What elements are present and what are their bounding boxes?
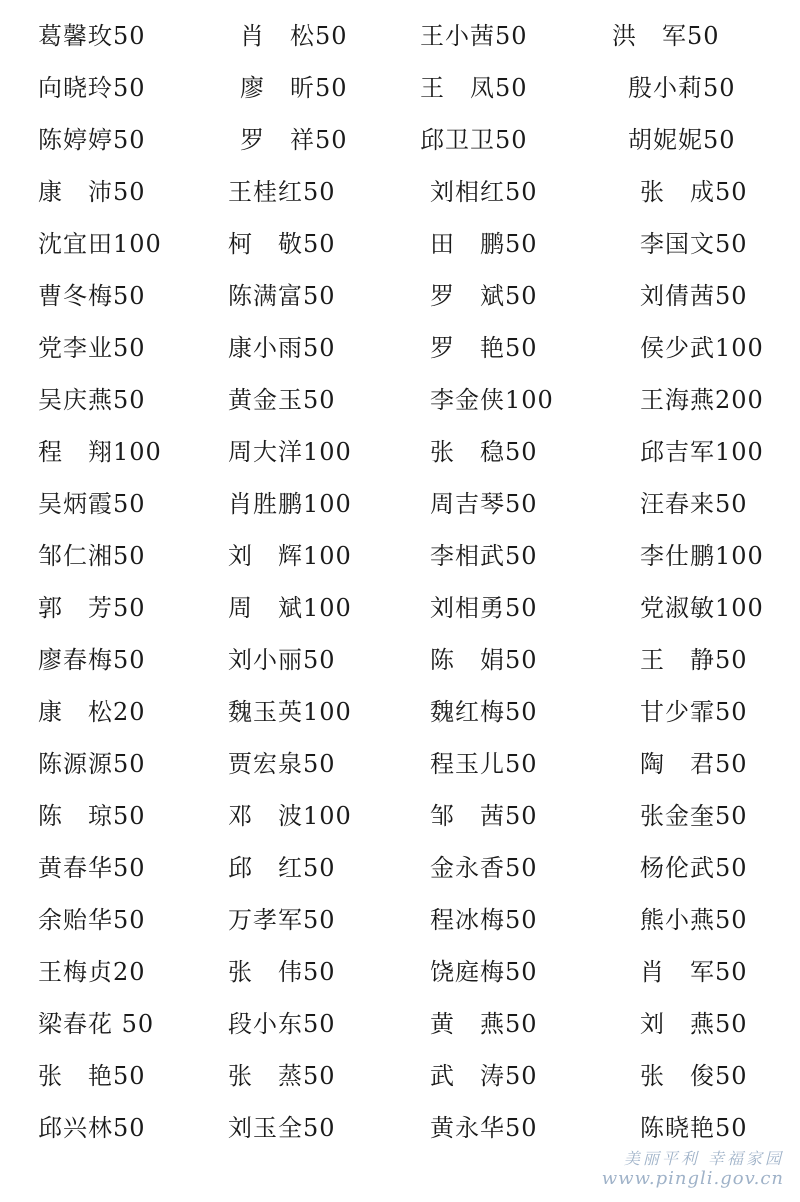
donor-entry: 康 松20 [38,698,146,726]
donor-entry: 康 沛50 [38,178,146,206]
list-row [0,120,800,160]
donor-entry: 刘倩茜50 [640,282,748,310]
donor-entry: 洪 军50 [612,22,720,50]
list-row [0,1108,800,1148]
donor-entry: 党淑敏100 [640,594,764,622]
donor-entry: 罗 祥50 [240,126,348,154]
donor-entry: 王海燕200 [640,386,764,414]
list-row [0,588,800,628]
donor-entry: 万孝军50 [228,906,336,934]
list-row [0,68,800,108]
donor-entry: 黄金玉50 [228,386,336,414]
donor-entry: 陈源源50 [38,750,146,778]
donor-entry: 余贻华50 [38,906,146,934]
donor-entry: 程冰梅50 [430,906,538,934]
donor-entry: 梁春花 50 [38,1010,155,1038]
donor-entry: 刘 辉100 [228,542,352,570]
donor-entry: 柯 敬50 [228,230,336,258]
donor-entry: 田 鹏50 [430,230,538,258]
list-row [0,1056,800,1096]
donor-entry: 廖 昕50 [240,74,348,102]
donor-entry: 甘少霏50 [640,698,748,726]
donor-entry: 刘相红50 [430,178,538,206]
donor-entry: 程玉儿50 [430,750,538,778]
donor-entry: 周吉琴50 [430,490,538,518]
donor-entry: 李国文50 [640,230,748,258]
donor-entry: 张 艳50 [38,1062,146,1090]
donor-entry: 陶 君50 [640,750,748,778]
donor-entry: 刘玉全50 [228,1114,336,1142]
list-row [0,640,800,680]
donor-entry: 周 斌100 [228,594,352,622]
donor-entry: 殷小莉50 [628,74,736,102]
donor-entry: 王 凤50 [420,74,528,102]
list-row [0,380,800,420]
donor-entry: 罗 艳50 [430,334,538,362]
donor-entry: 张 蒸50 [228,1062,336,1090]
donor-entry: 段小东50 [228,1010,336,1038]
donor-entry: 魏红梅50 [430,698,538,726]
donor-entry: 黄 燕50 [430,1010,538,1038]
donor-entry: 肖 军50 [640,958,748,986]
donor-entry: 罗 斌50 [430,282,538,310]
donor-entry: 吴炳霞50 [38,490,146,518]
site-watermark [602,1149,784,1190]
list-row [0,1004,800,1044]
donor-entry: 周大洋100 [228,438,352,466]
donor-entry: 康小雨50 [228,334,336,362]
donor-entry: 胡妮妮50 [628,126,736,154]
donor-entry: 魏玉英100 [228,698,352,726]
donor-entry: 李仕鹏100 [640,542,764,570]
list-row [0,848,800,888]
donor-entry: 武 涛50 [430,1062,538,1090]
donor-entry: 程 翔100 [38,438,162,466]
list-row [0,224,800,264]
donor-entry: 李相武50 [430,542,538,570]
donor-entry: 邱卫卫50 [420,126,528,154]
list-row [0,744,800,784]
list-row [0,692,800,732]
list-row [0,172,800,212]
donor-entry: 陈晓艳50 [640,1114,748,1142]
donor-entry: 廖春梅50 [38,646,146,674]
donor-entry: 郭 芳50 [38,594,146,622]
donor-entry: 刘小丽50 [228,646,336,674]
donor-entry: 黄春华50 [38,854,146,882]
donor-entry: 邹仁湘50 [38,542,146,570]
donor-entry: 熊小燕50 [640,906,748,934]
list-row [0,328,800,368]
list-row [0,276,800,316]
donor-entry: 张 伟50 [228,958,336,986]
donor-entry: 陈 娟50 [430,646,538,674]
donor-entry: 王小茜50 [420,22,528,50]
donor-entry: 陈婷婷50 [38,126,146,154]
list-row [0,536,800,576]
list-row [0,16,800,56]
list-row [0,432,800,472]
donor-entry: 吴庆燕50 [38,386,146,414]
donor-entry: 李金侠100 [430,386,554,414]
list-row [0,952,800,992]
donor-entry: 邱吉军100 [640,438,764,466]
donor-entry: 陈满富50 [228,282,336,310]
donor-entry: 饶庭梅50 [430,958,538,986]
watermark-title: 美丽平利 幸福家园 [623,1149,784,1169]
donor-entry: 邱 红50 [228,854,336,882]
donor-entry: 王梅贞20 [38,958,146,986]
donor-entry: 杨伦武50 [640,854,748,882]
donor-entry: 邹 茜50 [430,802,538,830]
donor-entry: 刘 燕50 [640,1010,748,1038]
list-row [0,900,800,940]
donor-entry: 邓 波100 [228,802,352,830]
donor-entry: 曹冬梅50 [38,282,146,310]
donor-entry: 张 稳50 [430,438,538,466]
donor-entry: 邱兴林50 [38,1114,146,1142]
donor-entry: 陈 琼50 [38,802,146,830]
donor-entry: 张 成50 [640,178,748,206]
donor-entry: 葛馨玫50 [38,22,146,50]
watermark-url: www.pingli.gov.cn [601,1168,784,1190]
donor-entry: 肖 松50 [240,22,348,50]
donor-entry: 向晓玲50 [38,74,146,102]
donor-entry: 肖胜鹏100 [228,490,352,518]
donor-entry: 侯少武100 [640,334,764,362]
donor-entry: 汪春来50 [640,490,748,518]
donor-entry: 刘相勇50 [430,594,538,622]
donor-entry: 黄永华50 [430,1114,538,1142]
donor-entry: 张金奎50 [640,802,748,830]
list-row [0,484,800,524]
donor-entry: 贾宏泉50 [228,750,336,778]
donor-entry: 王桂红50 [228,178,336,206]
donor-entry: 沈宜田100 [38,230,162,258]
donor-entry: 金永香50 [430,854,538,882]
list-row [0,796,800,836]
donor-entry: 张 俊50 [640,1062,748,1090]
donor-entry: 王 静50 [640,646,748,674]
donor-entry: 党李业50 [38,334,146,362]
